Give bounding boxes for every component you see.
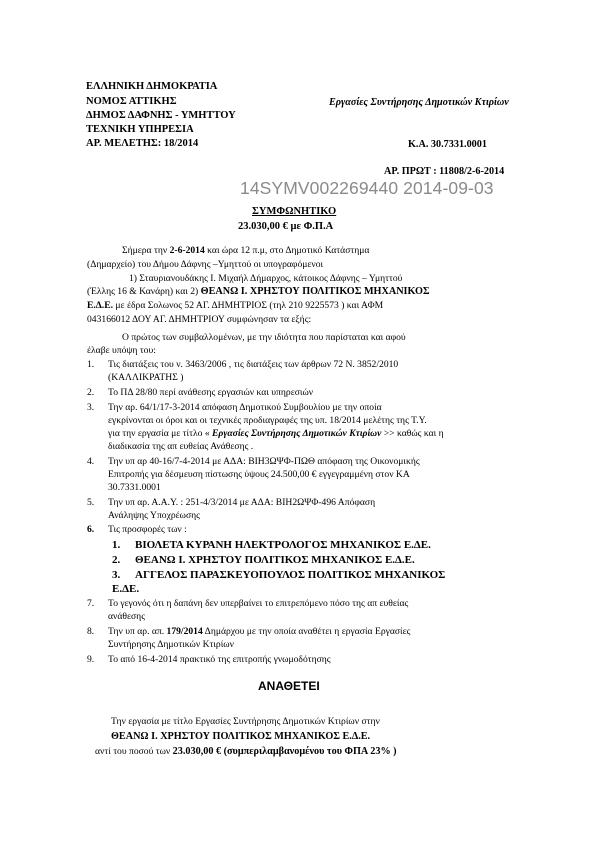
header-line-country: ΕΛΛΗΝΙΚΗ ΔΗΜΟΚΡΑΤΙΑ [86,81,218,92]
item-text: Τις διατάξεις του ν. 3463/2006 , τις διατάξεις των άρθρων 72 Ν. 3852/2010 [108,359,399,370]
header-line-study-number: ΑΡ. ΜΕΛΕΤΗΣ: 18/2014 [86,138,199,149]
offer-number: 3. [112,569,121,581]
item-text: Ανάληψης Υποχρέωσης [108,510,200,521]
item-text: Την υπ αρ. απ. 179/2014 Δημάρχου με την οποία αναθέτει η εργασία Εργασίες [108,626,411,637]
item-text: Το ΠΔ 28/80 περί ανάθεσης εργασιών και υπηρεσιών [108,387,314,398]
registry-stamp: 14SYMV002269440 2014-09-03 [240,178,494,198]
item-text: Το από 16-4-2014 πρακτικό της επιτροπής γνωμοδότησης [108,654,331,665]
item-text: εγκρίνονται οι όροι και οι τεχνικές προδιαγραφές της υπ. 18/2014 μελέτης της Τ.Υ. [108,415,427,426]
header-line-service: ΤΕΧΝΙΚΗ ΥΠΗΡΕΣΙΑ [86,124,194,135]
decision-contractor: ΘΕΑΝΩ Ι. ΧΡΗΣΤΟΥ ΠΟΛΙΤΙΚΟΣ ΜΗΧΑΝΙΚΟΣ Ε.Δ.Ε. [111,731,371,742]
intro-line: Σήμερα την 2-6-2014 και ώρα 12 π.μ, στο Δημοτικό Κατάστημα [122,245,370,256]
item-number: 8. [87,626,95,637]
decision-amount-line: αντί του ποσού των 23.030,00 € (συμπεριλαμβανομένου του ΦΠΑ 23% ) [95,746,397,757]
item-text: (ΚΑΛΛΙΚΡΑΤΗΣ ) [108,372,184,383]
item-text: 30.7331.0001 [108,482,161,493]
item-number: 4. [87,456,95,467]
party-line: 043166012 ΔΟΥ ΑΓ. ΔΗΜΗΤΡΙΟΥ συμφώνησαν τα εξής: [87,314,312,325]
project-title: Εργασίες Συντήρησης Δημοτικών Κτιρίων [329,97,509,108]
item-text: Συντήρησης Δημοτικών Κτιρίων [108,639,234,650]
item-text: για την εργασία με τίτλο « Εργασίες Συντήρησης Δημοτικών Κτιρίων >> καθώς και η [108,428,444,439]
offer-name: ΒΙΟΛΕΤΑ ΚΥΡΑΝΗ ΗΛΕΚΤΡΟΛΟΓΟΣ ΜΗΧΑΝΙΚΟΣ Ε.ΔΕ. [135,539,431,551]
item-text: Το γεγονός ότι η δαπάνη δεν υπερβαίνει το επιτρεπόμενο πόσο της απ ευθείας [108,598,409,609]
item-text: Την υπ αρ. Α.Α.Υ. : 251-4/3/2014 με ΑΔΑ: ΒΙΗ2ΩΨΦ-496 Απόφαση [108,497,376,508]
item-number: 6. [87,524,95,535]
decision-heading: ΑΝΑΘΕΤΕΙ [258,679,320,693]
item-number: 7. [87,598,95,609]
item-number: 5. [87,497,95,508]
item-text: διαδικασία της απ ευθείας Ανάθεσης . [108,441,254,452]
offer-name: ΑΓΓΕΛΟΣ ΠΑΡΑΣΚΕΥΟΠΟΥΛΟΣ ΠΟΛΙΤΙΚΟΣ ΜΗΧΑΝΙΚΟΣ [135,569,446,581]
party-line: Ε.Δ.Ε. με έδρα Σολωνος 52 ΑΓ. ΔΗΜΗΤΡΙΟΣ (τηλ 210 9225573 ) και ΑΦΜ [87,300,384,311]
offer-number: 2. [112,554,121,566]
protocol-number: ΑΡ. ΠΡΩΤ : 11808/2-6-2014 [384,166,505,177]
item-number: 2. [87,387,95,398]
party-line: 1) Σταυριανουδάκης Ι. Μιχαήλ Δήμαρχος, κάτοικος Δάφνης – Υμηττού [129,273,403,284]
header-line-municipality: ΔΗΜΟΣ ΔΑΦΝΗΣ - ΥΜΗΤΤΟΥ [86,110,236,121]
considerations-intro: έλαβε υπόψη του: [87,345,156,356]
intro-line: (Δημαρχείο) του Δήμου Δάφνης –Υμηττού οι υπογραφόμενοι [87,259,324,270]
ka-code: Κ.Α. 30.7331.0001 [408,139,487,150]
item-number: 9. [87,654,95,665]
considerations-intro: Ο πρώτος των συμβαλλομένων, με την ιδιότητα που παρίσταται και αφού [122,332,406,343]
item-text: Την υπ αρ 40-16/7-4-2014 με ΑΔΑ: ΒΙΗ3ΩΨΦ-ΠΩΘ απόφαση της Οικονομικής [108,456,420,467]
item-number: 1. [87,359,95,370]
offer-number: 1. [112,539,121,551]
item-text: Επιτροπής για δέσμευση πίστωσης ύψους 24.500,00 € εγγεγραμμένη στον ΚΑ [108,469,410,480]
item-text: Τις προσφορές των : [108,524,187,535]
item-text: Την αρ. 64/1/17-3-2014 απόφαση Δημοτικού Συμβουλίου με την οποία [108,402,382,413]
header-line-prefecture: ΝΟΜΟΣ ΑΤΤΙΚΗΣ [86,96,177,107]
contract-amount: 23.030,00 € με Φ.Π.Α [238,221,334,232]
document-title: ΣΥΜΦΩΝΗΤΙΚΟ [252,206,337,217]
party-line: (Έλλης 16 & Κανάρη) και 2) ΘΕΑΝΩ Ι. ΧΡΗΣΤΟΥ ΠΟΛΙΤΙΚΟΣ ΜΗΧΑΝΙΚΟΣ [87,286,430,297]
offer-name-continued: Ε.ΔΕ. [112,583,140,595]
item-text: ανάθεσης [108,611,146,622]
item-number: 3. [87,402,95,413]
offer-name: ΘΕΑΝΩ Ι. ΧΡΗΣΤΟΥ ΠΟΛΙΤΙΚΟΣ ΜΗΧΑΝΙΚΟΣ Ε.Δ.Ε. [135,554,415,566]
decision-line: Την εργασία με τίτλο Εργασίες Συντήρησης Δημοτικών Κτιρίων στην [111,716,380,727]
